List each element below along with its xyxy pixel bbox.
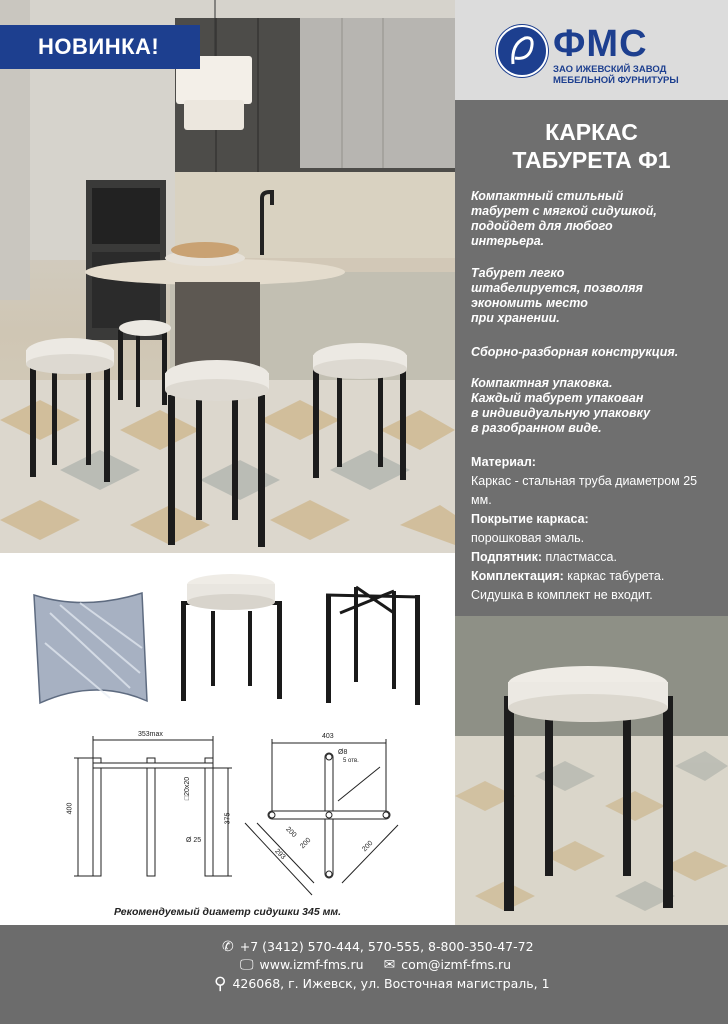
packaged-frame-image [34,593,147,703]
top-view-drawing [245,739,398,895]
description-paragraph-1: Компактный стильный табурет с мягкой сидушкой, подойдет для любого интерьера. [471,189,657,248]
description-paragraph-2: Табурет легко штабелируется, позволяя экономить место при хранении. [471,266,643,325]
stool-with-seat-image [181,601,282,701]
dim-holes: Ø8 [338,749,348,756]
spec-set-label: Комплектация: [471,569,564,583]
logo-subtitle: ЗАО ИЖЕВСКИЙ ЗАВОД МЕБЕЛЬНОЙ ФУРНИТУРЫ [553,64,679,86]
product-views [0,553,455,925]
spec-foot-value: пластмасса. [542,550,617,564]
bare-frame-image [326,587,420,705]
logo-wordmark: ФМС [553,23,648,65]
dim-diag-1: 200 [284,825,298,840]
location-pin-icon: ⚲ [214,973,227,994]
specifications [471,453,721,605]
dim-top-width: 403 [322,733,334,740]
contacts-footer [0,925,728,1024]
dim-diag-4: 200 [299,836,313,851]
spec-set-value: каркас табурета. [563,569,665,583]
dim-width: 353max [138,731,163,738]
product-title: КАРКАС ТАБУРЕТА Ф1 [512,119,671,173]
dim-holes-count: 5 отв. [343,758,359,764]
dim-height: 400 [66,802,74,815]
spec-foot-label: Подпятник: [471,550,543,564]
dim-inner: 375 [224,812,232,825]
dim-diag-2: 293 [273,847,287,862]
front-view-drawing [74,736,232,876]
spec-coating-label: Покрытие каркаса: [471,512,589,526]
seat-diameter-caption: Рекомендуемый диаметр сидушки 345 мм. [113,906,342,918]
envelope-icon: ✉ [383,956,396,973]
new-badge: НОВИНКА! [0,25,200,69]
stool-closeup-photo [455,616,728,925]
footer-address: 426068, г. Ижевск, ул. Восточная магистраль, 1 [232,976,550,991]
spec-coating-value: порошковая эмаль. [471,531,585,545]
monitor-icon: 🖵 [240,956,254,973]
footer-website[interactable]: www.izmf-fms.ru [259,957,364,972]
stool-closeup-illustration [455,616,728,925]
spec-material-value: Каркас - стальная труба диаметром 25 мм. [471,474,698,507]
footer-email[interactable]: com@izmf-fms.ru [401,957,512,972]
spec-set-note: Сидушка в комплект не входит. [471,588,653,602]
dim-tube-square: □20х20 [184,776,192,801]
dim-diag-3: 200 [361,839,375,854]
hero-kitchen-photo [0,0,455,553]
description-paragraph-3: Сборно-разборная конструкция. [471,345,679,359]
kitchen-illustration [0,0,455,553]
brand-logo [495,24,715,94]
dim-tube-round: Ø 25 [186,837,202,844]
spec-material-label: Материал: [471,455,536,469]
product-drawings [0,553,455,925]
logo-emblem-icon [495,24,549,78]
phone-icon: ✆ [222,938,234,955]
description-paragraph-4: Компактная упаковка. Каждый табурет упакован в индивидуальную упаковку в разобранном виде. [471,376,651,435]
footer-phones: +7 (3412) 570-444, 570-555, 8-800-350-47-72 [239,939,534,954]
